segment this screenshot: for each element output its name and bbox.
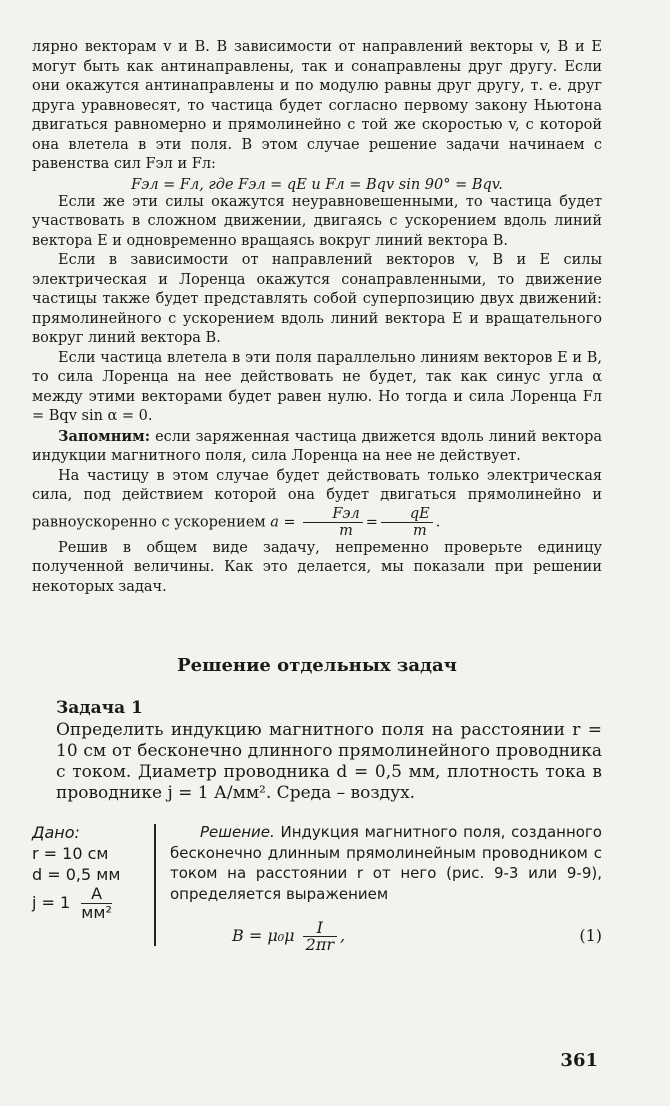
given-j-lhs: j = 1 xyxy=(32,893,71,912)
solution-body: Индукция магнитного поля, созданного бесконечно длинным прямолинейным проводником с током на расстоянии r от него (рис. 9-3 или 9-9), определяется выражением xyxy=(170,823,602,903)
equation-label: (1) xyxy=(579,926,602,945)
equation-lhs: B = μ₀μ xyxy=(232,926,295,945)
given-j-fraction xyxy=(81,885,112,922)
solution-text xyxy=(170,822,602,904)
paragraph-5: На частицу в этом случае будет действовать только электрическая сила, под действием которой она будет двигаться прямолинейно и равноускоренно с ускорением a = $\frac{\text{Fэл}}{m}$ = $\frac{qE}{m}$ . xyxy=(32,467,602,539)
accel-f2-num: qE xyxy=(381,506,433,523)
remember-paragraph xyxy=(32,427,602,467)
equation-1: B = μ₀μ $\frac{I}{2\pi r}$ , xyxy=(232,918,346,954)
accel-f1-den: m xyxy=(339,522,353,539)
section-title: Решение отдельных задач xyxy=(177,655,457,676)
solution-area xyxy=(32,822,602,952)
page-content xyxy=(32,38,602,952)
given-block xyxy=(32,822,150,922)
given-separator xyxy=(154,824,156,946)
given-d: d = 0,5 мм xyxy=(32,865,121,884)
paragraph-2: Если же эти силы окажутся неуравновешенными, то частица будет участвовать в сложном движении, двигаясь с ускорением вдоль линий вектора E и одновременно вращаясь вокруг линий вектора B. xyxy=(32,193,602,249)
accel-lhs: a = xyxy=(270,514,296,530)
task-text: Определить индукцию магнитного поля на расстоянии r = 10 см от бесконечно длинного прямолинейного проводника с током. Диаметр проводника d = 0,5 мм, плотность тока в проводнике j = 1 А/мм². Среда – воздух. xyxy=(56,720,602,803)
accel-f2-den: m xyxy=(412,522,427,539)
accel-fraction-1 xyxy=(303,506,362,539)
force-equality-formula: Fэл = Fл, где Fэл = qE и Fл = Bqv sin 90° = Bqv. xyxy=(131,176,503,193)
solution-label: Решение. xyxy=(200,823,275,841)
given-r: r = 10 см xyxy=(32,844,109,863)
given-head: Дано: xyxy=(32,823,80,842)
task-title: Задача 1 xyxy=(56,698,143,718)
equation-den: 2πr xyxy=(305,935,334,954)
given-j-den: мм² xyxy=(81,903,112,922)
paragraph-3: Если в зависимости от направлений векторов v, B и E силы электрическая и Лоренца окажутся сонаправленными, то движение частицы также будет представлять собой суперпозицию двух движений: прямолинейного с ускорением вдоль линий вектора E и вращательного вокруг линий вектора B. xyxy=(32,252,602,346)
accel-fraction-2 xyxy=(381,506,433,539)
remember-label: Запомним: xyxy=(58,427,151,445)
equation-num: I xyxy=(303,920,337,937)
given-j xyxy=(32,885,150,922)
page-number: 361 xyxy=(560,1050,598,1071)
paragraph-1: лярно векторам v и B. В зависимости от направлений векторы v, B и E могут быть как антинаправлены, так и сонаправлены друг другу. Если они окажутся антинаправлены и по модулю равны друг другу, т. е. друг друга уравновесят, то частица будет согласно первому закону Ньютона двигаться равномерно и прямолинейно с той же скоростью v, с которой она влетела в эти поля. В этом случае решение задачи начинаем с равенства сил Fэл и Fл: xyxy=(32,39,602,172)
remember-text: если заряженная частица движется вдоль линий вектора индукции магнитного поля, сила Лоренца на нее не действует. xyxy=(32,428,602,464)
paragraph-6: Решив в общем виде задачу, непременно проверьте единицу полученной величины. Как это делается, мы показали при решении некоторых задач. xyxy=(32,539,602,595)
paragraph-4: Если частица влетела в эти поля параллельно линиям векторов E и B, то сила Лоренца на нее действовать не будет, так как синус угла α между этими векторами будет равен нулю. Но тогда и сила Лоренца Fл = Bqv sin α = 0. xyxy=(32,349,602,424)
given-j-num: А xyxy=(81,885,112,904)
paragraph-5-text: На частицу в этом случае будет действовать только электрическая сила, под действием которой она будет двигаться прямолинейно и равноускоренно с ускорением xyxy=(32,467,602,530)
equation-fraction xyxy=(303,920,337,953)
accel-f1-num: Fэл xyxy=(303,506,362,523)
